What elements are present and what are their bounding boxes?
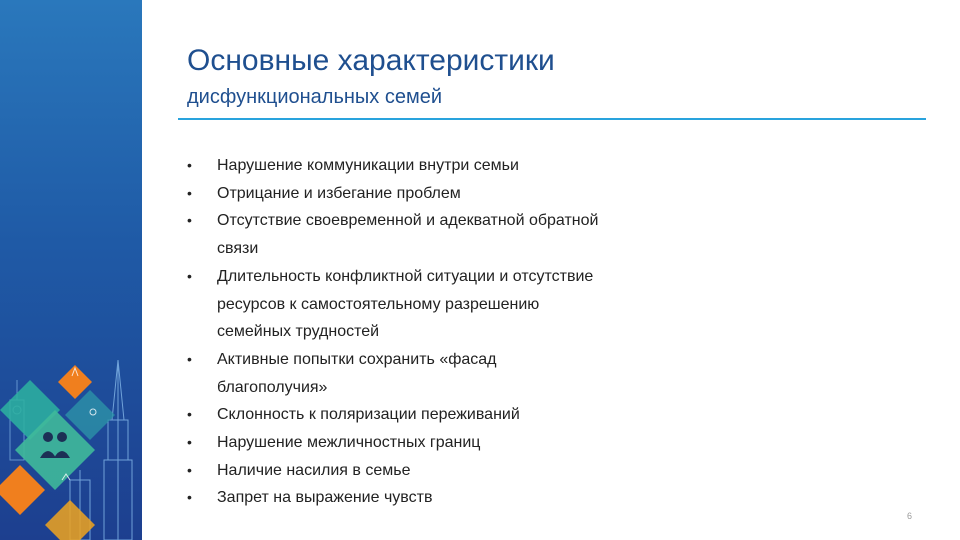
list-item-text: Отсутствие своевременной и адекватной обратной связи	[217, 212, 599, 258]
bullet-icon: •	[187, 461, 192, 478]
list-item-text: Длительность конфликтной ситуации и отсутствие ресурсов к самостоятельному разрешению семейных трудностей	[217, 267, 594, 341]
bullet-icon: •	[187, 184, 192, 201]
list-item	[187, 346, 607, 401]
amber-diamond-shape	[45, 500, 95, 540]
list-item-text: Отрицание и избегание проблем	[217, 184, 461, 202]
bullet-icon: •	[187, 267, 192, 284]
list-item-text: Активные попытки сохранить «фасад благополучия»	[217, 350, 497, 396]
bullet-icon: •	[187, 489, 192, 506]
bullet-icon: •	[187, 434, 192, 451]
list-item-text: Запрет на выражение чувств	[217, 489, 433, 507]
list-item	[187, 457, 607, 485]
title-divider	[178, 118, 926, 120]
list-item	[187, 180, 607, 208]
list-item	[187, 484, 607, 512]
characteristics-list	[187, 152, 607, 512]
list-item-text: Наличие насилия в семье	[217, 461, 411, 479]
bullet-icon: •	[187, 157, 192, 173]
slide-subtitle: дисфункциональных семей	[187, 86, 443, 108]
list-item	[187, 152, 607, 180]
decorative-side-panel	[0, 0, 142, 540]
list-item	[187, 429, 607, 457]
bullet-icon: •	[187, 350, 192, 367]
city-illustration	[0, 0, 142, 540]
bullet-icon: •	[187, 212, 192, 229]
list-item-text: Нарушение межличностных границ	[217, 434, 481, 452]
slide-title: Основные характеристики	[187, 44, 555, 77]
list-item	[187, 401, 607, 429]
list-item	[187, 263, 607, 346]
list-item-text: Нарушение коммуникации внутри семьи	[217, 157, 519, 174]
list-item	[187, 207, 607, 262]
bullet-icon: •	[187, 406, 192, 423]
list-item-text: Склонность к поляризации переживаний	[217, 406, 520, 424]
page-number: 6	[907, 511, 913, 521]
